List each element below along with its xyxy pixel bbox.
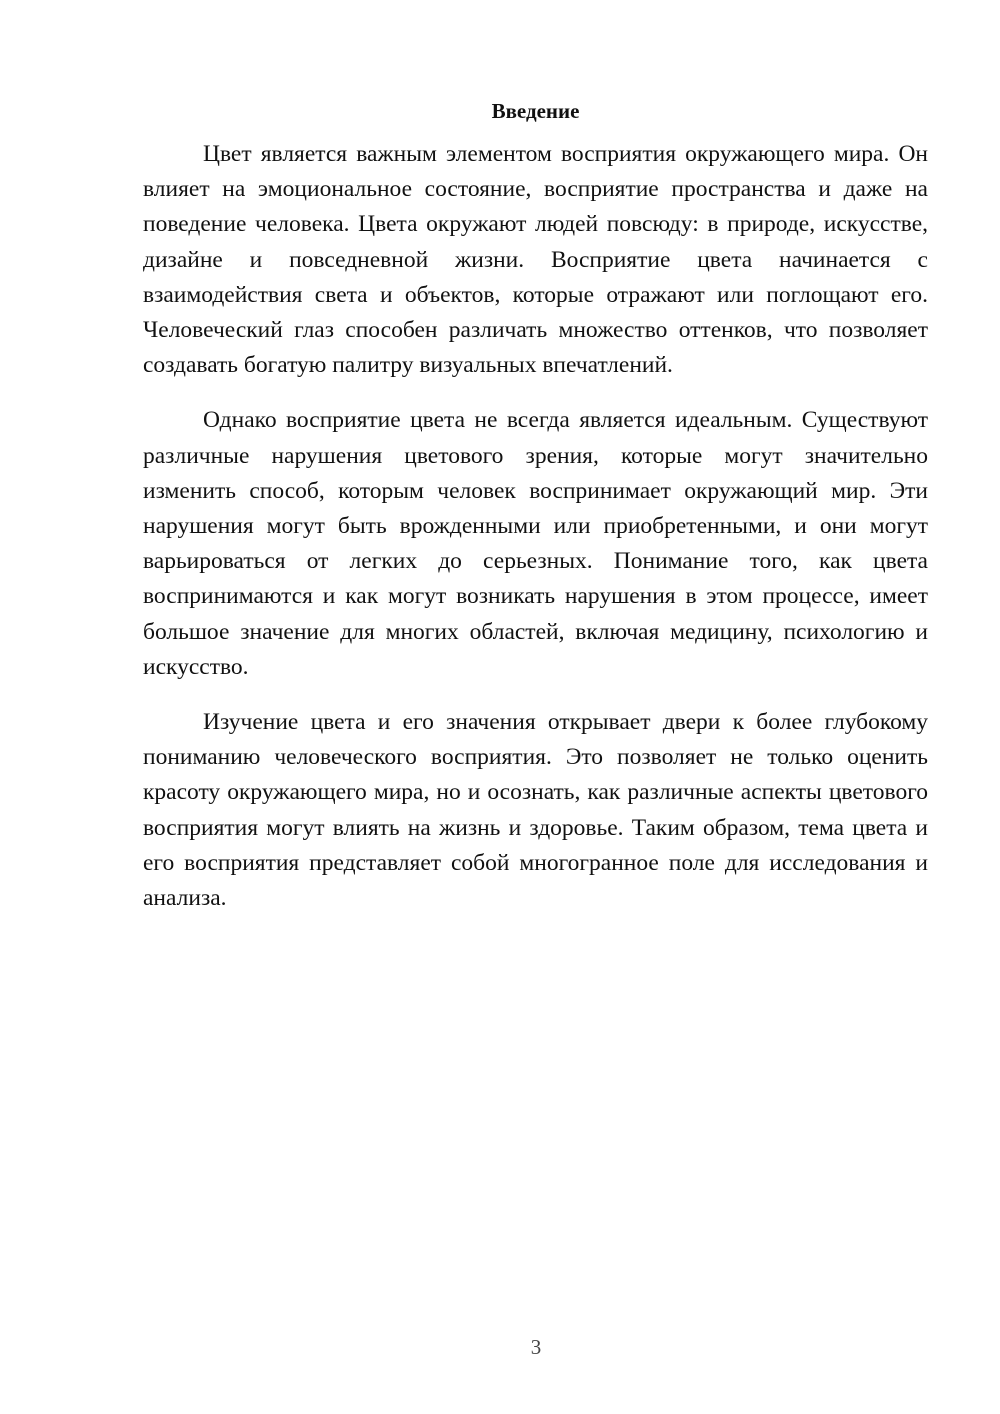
paragraph-3: Изучение цвета и его значения открывает двери к более глубокому пониманию человеческого восприятия. Это позволяет не только оценить красоту окружающего мира, но и осознать, как различные аспекты цветового восприятия могут влиять на жизнь и здоровье. Таким образом, тема цвета и его восприятия представляет собой многогранное поле для исследования и анализа.	[143, 709, 928, 912]
page-number: 3	[530, 1335, 542, 1359]
paragraph-1: Цвет является важным элементом восприятия окружающего мира. Он влияет на эмоциональное состояние, восприятие пространства и даже на поведение человека. Цвета окружают людей повсюду: в природе, искусстве, дизайне и повседневной жизни. Восприятие цвета начинается с взаимодействия света и объектов, которые отражают или поглощают его. Человеческий глаз способен различать множество оттенков, что позволяет создавать богатую палитру визуальных впечатлений.	[143, 141, 928, 379]
paragraph-2: Однако восприятие цвета не всегда является идеальным. Существуют различные нарушения цветового зрения, которые могут значительно изменить способ, которым человек воспринимает окружающий мир. Эти нарушения могут быть врожденными или приобретенными, и они могут варьироваться от легких до серьезных. Понимание того, как цвета воспринимаются и как могут возникать нарушения в этом процессе, имеет большое значение для многих областей, включая медицину, психологию и искусство.	[143, 407, 928, 680]
section-title: Введение	[491, 99, 580, 123]
page-content	[143, 96, 928, 936]
